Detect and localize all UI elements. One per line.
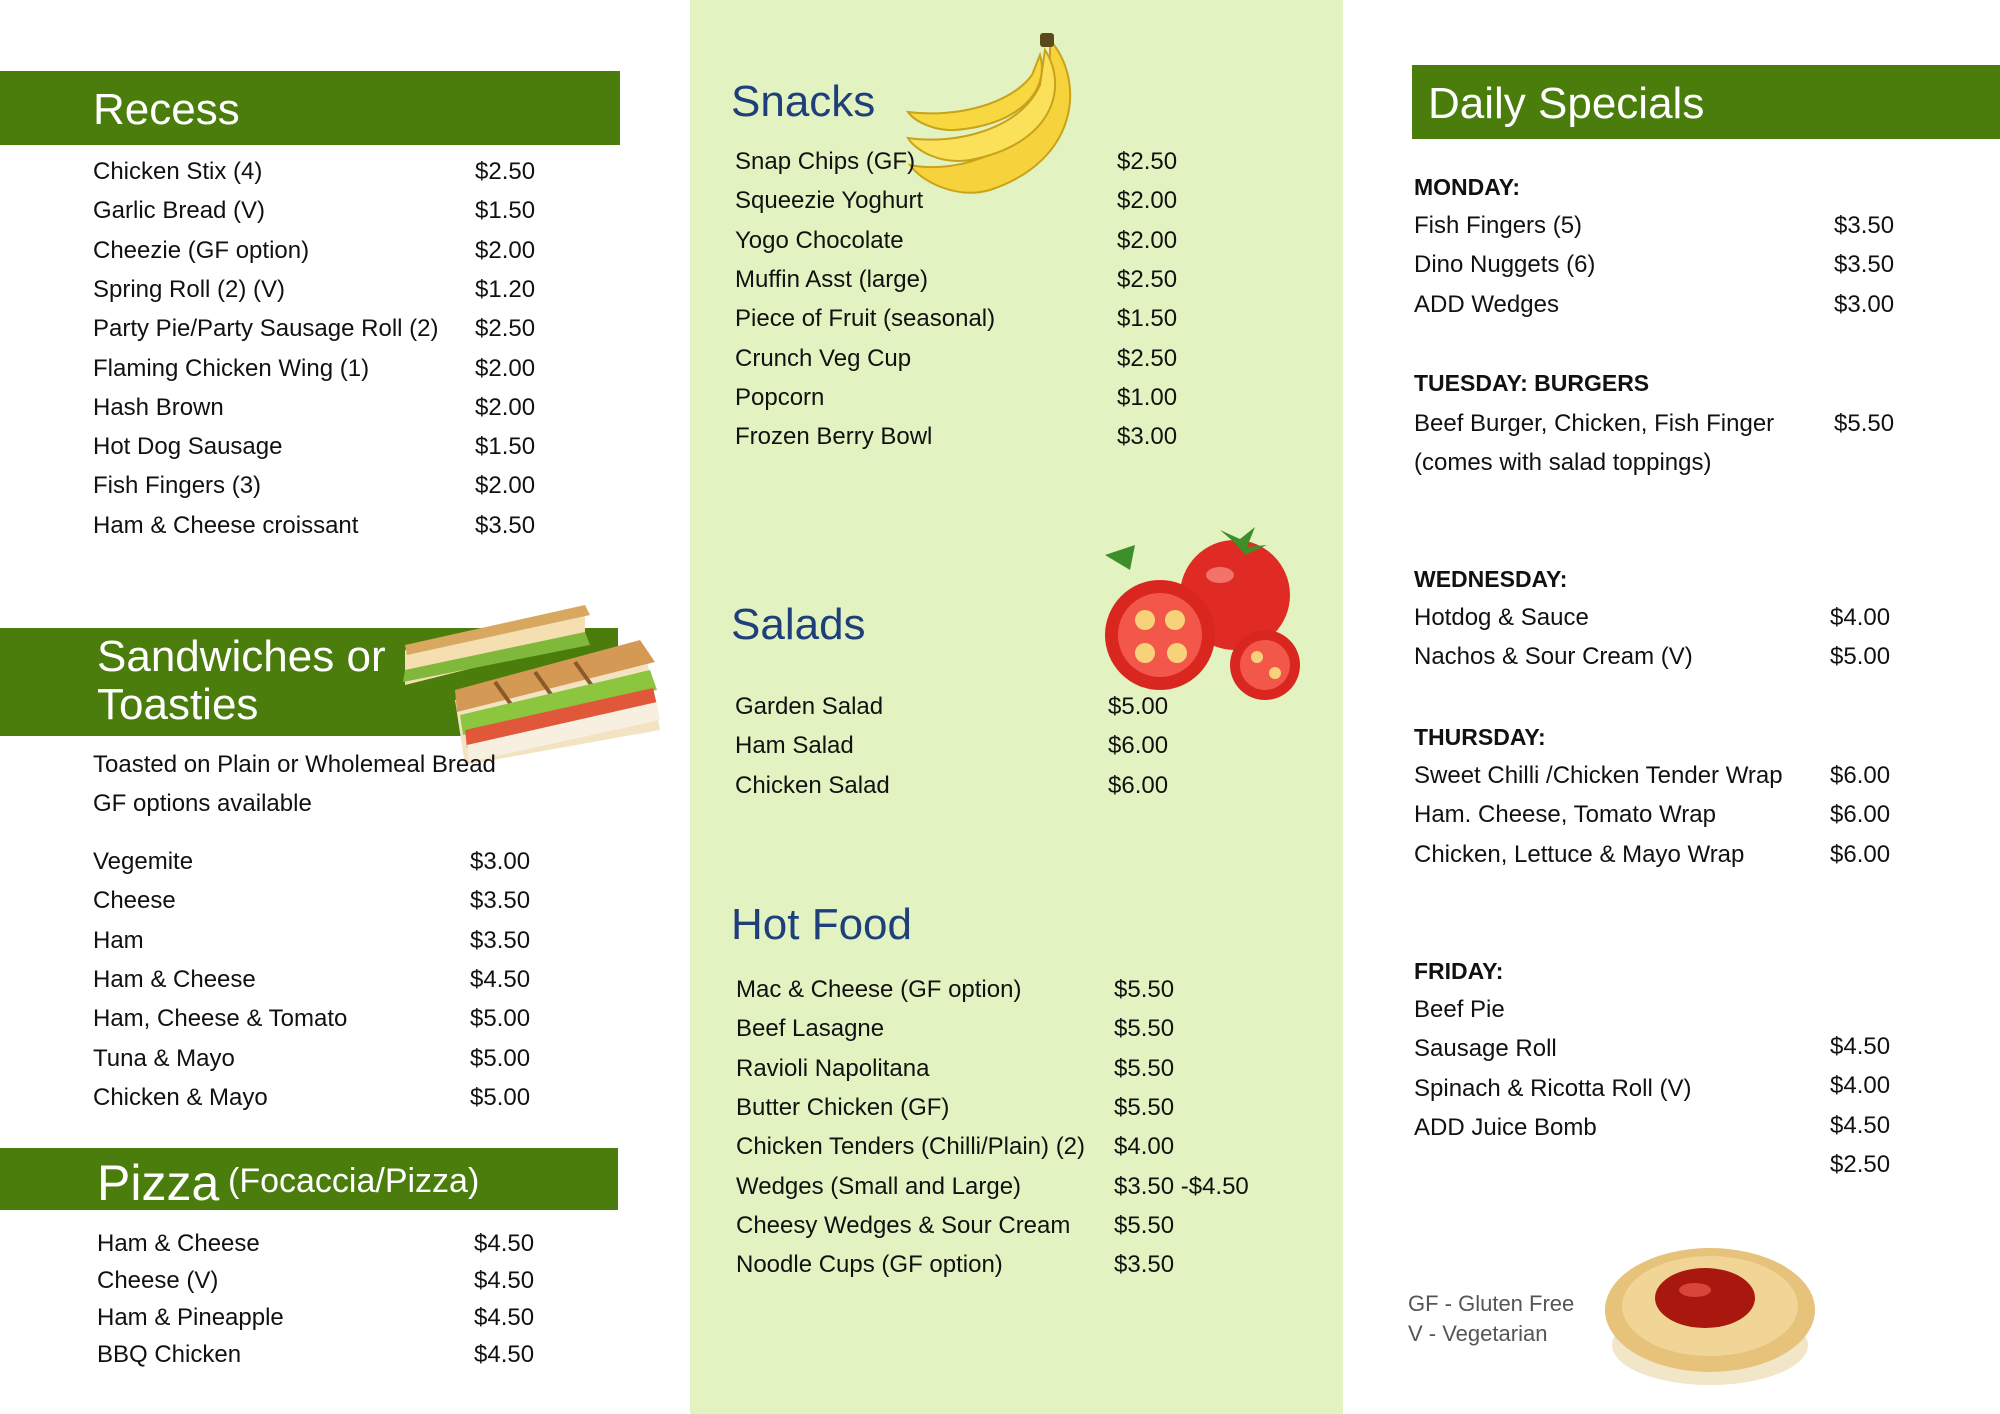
recess-item-price: $2.00 xyxy=(475,472,536,500)
hot-food-item-name: Butter Chicken (GF) xyxy=(736,1093,950,1121)
tuesday-label: TUESDAY: BURGERS xyxy=(1414,370,1650,396)
tuesday-price: $5.50 xyxy=(1834,410,1895,437)
monday-label: MONDAY: xyxy=(1414,174,1521,200)
recess-item-price: $1.20 xyxy=(475,275,536,303)
friday-item-name: ADD Juice Bomb xyxy=(1414,1113,1597,1141)
sandwiches-note1: Toasted on Plain or Wholemeal Bread xyxy=(93,751,496,778)
wednesday-label: WEDNESDAY: xyxy=(1414,566,1568,592)
recess-item-price: $2.00 xyxy=(475,354,536,382)
sandwich-item-price: $5.00 xyxy=(470,1083,531,1111)
pizza-title: Pizza xyxy=(97,1155,220,1211)
specials-title: Daily Specials xyxy=(1428,79,1705,128)
friday-item-name: Beef Pie xyxy=(1414,996,1505,1023)
recess-item-price: $1.50 xyxy=(475,433,536,461)
salads-heading: Salads xyxy=(731,600,866,649)
recess-item-name: Hash Brown xyxy=(93,393,224,421)
hot-food-item-price: $4.00 xyxy=(1114,1133,1175,1161)
salads-item-price: $6.00 xyxy=(1108,732,1169,760)
sandwich-item-price: $5.00 xyxy=(470,1005,531,1033)
monday-item-price: $3.50 xyxy=(1834,212,1895,239)
thursday-label: THURSDAY: xyxy=(1414,724,1546,750)
specials-banner xyxy=(1412,65,2000,139)
hot-food-heading: Hot Food xyxy=(731,900,912,949)
sandwich-item-name: Ham & Cheese xyxy=(93,965,256,993)
wednesday-item-price: $5.00 xyxy=(1830,643,1891,671)
pizza-item-name: Ham & Pineapple xyxy=(97,1304,284,1331)
recess-item-price: $3.50 xyxy=(475,511,536,539)
hot-food-item-price: $3.50 -$4.50 xyxy=(1114,1172,1249,1200)
pizza-item-name: Cheese (V) xyxy=(97,1267,219,1294)
recess-title: Recess xyxy=(93,85,240,134)
snacks-item-price: $1.50 xyxy=(1117,305,1178,333)
snacks-item-price: $2.00 xyxy=(1117,187,1178,215)
recess-item-name: Spring Roll (2) (V) xyxy=(93,275,286,303)
snacks-item-name: Popcorn xyxy=(735,383,825,411)
recess-banner xyxy=(0,71,620,145)
hot-food-item-name: Beef Lasagne xyxy=(736,1015,885,1043)
recess-item-name: Party Pie/Party Sausage Roll (2) xyxy=(93,315,439,343)
sandwich-item-price: $4.50 xyxy=(470,965,531,993)
snacks-item-name: Squeezie Yoghurt xyxy=(735,187,924,215)
recess-item-price: $2.00 xyxy=(475,236,536,264)
hot-food-item-price: $5.50 xyxy=(1114,1054,1175,1082)
pie-illustration xyxy=(1595,1240,1825,1390)
snacks-item-name: Snap Chips (GF) xyxy=(735,148,916,175)
friday-item-name: Sausage Roll xyxy=(1414,1035,1557,1063)
recess-item-name: Hot Dog Sausage xyxy=(93,433,283,461)
snacks-item-price: $2.50 xyxy=(1117,265,1178,293)
hot-food-item-name: Mac & Cheese (GF option) xyxy=(736,976,1022,1003)
pizza-item-name: BBQ Chicken xyxy=(97,1341,242,1368)
snacks-item-price: $2.50 xyxy=(1117,148,1178,175)
friday-item-price: $2.50 xyxy=(1830,1150,1891,1178)
snacks-item-name: Piece of Fruit (seasonal) xyxy=(735,305,996,333)
sandwich-item-price: $3.50 xyxy=(470,887,531,915)
hot-food-item-name: Wedges (Small and Large) xyxy=(736,1172,1022,1200)
monday-item-name: Dino Nuggets (6) xyxy=(1414,251,1596,279)
hot-food-item-price: $5.50 xyxy=(1114,1093,1175,1121)
pizza-item-price: $4.50 xyxy=(474,1341,535,1368)
sandwiches-note2: GF options available xyxy=(93,790,312,817)
wednesday-item-name: Hotdog & Sauce xyxy=(1414,604,1589,631)
wednesday-item-price: $4.00 xyxy=(1830,604,1891,631)
salads-item-name: Ham Salad xyxy=(735,732,854,760)
salads-item-name: Chicken Salad xyxy=(735,771,890,799)
salads-item-name: Garden Salad xyxy=(735,693,884,720)
hot-food-item-name: Cheesy Wedges & Sour Cream xyxy=(736,1211,1071,1239)
snacks-item-name: Frozen Berry Bowl xyxy=(735,423,933,451)
snacks-item-name: Muffin Asst (large) xyxy=(735,265,928,293)
thursday-item-price: $6.00 xyxy=(1830,762,1891,789)
friday-item-price: $4.50 xyxy=(1830,1033,1891,1060)
recess-item-name: Cheezie (GF option) xyxy=(93,236,310,264)
thursday-item-name: Chicken, Lettuce & Mayo Wrap xyxy=(1414,840,1745,868)
friday-item-price: $4.50 xyxy=(1830,1111,1891,1139)
hot-food-item-price: $5.50 xyxy=(1114,1015,1175,1043)
tomato-illustration xyxy=(1095,525,1315,705)
snacks-item-name: Yogo Chocolate xyxy=(735,226,904,254)
pizza-item-price: $4.50 xyxy=(474,1267,535,1294)
monday-item-name: Fish Fingers (5) xyxy=(1414,212,1583,239)
sandwich-item-name: Chicken & Mayo xyxy=(93,1083,268,1111)
pizza-item-price: $4.50 xyxy=(474,1230,535,1257)
recess-item-price: $2.50 xyxy=(475,158,536,185)
thursday-item-name: Ham. Cheese, Tomato Wrap xyxy=(1414,801,1716,829)
pizza-subtitle: (Focaccia/Pizza) xyxy=(228,1162,480,1200)
pizza-banner xyxy=(0,1148,618,1210)
snacks-item-price: $2.50 xyxy=(1117,344,1178,372)
sandwiches-title-line2: Toasties xyxy=(97,680,259,729)
wednesday-item-name: Nachos & Sour Cream (V) xyxy=(1414,643,1693,671)
thursday-item-price: $6.00 xyxy=(1830,840,1891,868)
monday-item-price: $3.00 xyxy=(1834,290,1895,318)
banana-illustration xyxy=(900,30,1100,200)
recess-item-price: $1.50 xyxy=(475,197,536,225)
sandwich-item-price: $3.50 xyxy=(470,926,531,954)
snacks-item-price: $3.00 xyxy=(1117,423,1178,451)
pizza-item-name: Ham & Cheese xyxy=(97,1230,260,1257)
sandwich-item-name: Tuna & Mayo xyxy=(93,1044,235,1072)
tuesday-line1: Beef Burger, Chicken, Fish Finger xyxy=(1414,410,1775,437)
snacks-item-name: Crunch Veg Cup xyxy=(735,344,912,372)
sandwich-item-name: Ham, Cheese & Tomato xyxy=(93,1005,348,1033)
friday-label: FRIDAY: xyxy=(1414,958,1504,984)
salads-item-price: $6.00 xyxy=(1108,771,1169,799)
thursday-item-price: $6.00 xyxy=(1830,801,1891,829)
hot-food-item-price: $5.50 xyxy=(1114,1211,1175,1239)
monday-item-name: ADD Wedges xyxy=(1414,290,1559,318)
thursday-item-name: Sweet Chilli /Chicken Tender Wrap xyxy=(1414,762,1783,789)
hot-food-item-name: Chicken Tenders (Chilli/Plain) (2) xyxy=(736,1133,1086,1161)
hot-food-item-price: $3.50 xyxy=(1114,1251,1175,1279)
pizza-item-price: $4.50 xyxy=(474,1304,535,1331)
hot-food-item-name: Noodle Cups (GF option) xyxy=(736,1251,1003,1279)
sandwich-item-name: Cheese xyxy=(93,887,176,915)
sandwich-item-name: Ham xyxy=(93,926,144,954)
sandwich-item-price: $5.00 xyxy=(470,1044,531,1072)
sandwiches-title-line1: Sandwiches or xyxy=(97,632,386,681)
recess-item-name: Chicken Stix (4) xyxy=(93,158,263,185)
legend-v: V - Vegetarian xyxy=(1408,1321,1548,1346)
legend-gf: GF - Gluten Free xyxy=(1408,1291,1575,1316)
recess-item-price: $2.50 xyxy=(475,315,536,343)
sandwich-item-price: $3.00 xyxy=(470,848,531,875)
monday-item-price: $3.50 xyxy=(1834,251,1895,279)
recess-item-name: Flaming Chicken Wing (1) xyxy=(93,354,370,382)
salads-item-price: $5.00 xyxy=(1108,693,1169,720)
tuesday-line2: (comes with salad toppings) xyxy=(1414,449,1712,476)
sandwich-item-name: Vegemite xyxy=(93,848,194,875)
recess-item-name: Ham & Cheese croissant xyxy=(93,511,359,539)
recess-item-name: Garlic Bread (V) xyxy=(93,197,266,225)
snacks-heading: Snacks xyxy=(731,77,876,126)
snacks-item-price: $1.00 xyxy=(1117,383,1178,411)
hot-food-item-price: $5.50 xyxy=(1114,976,1175,1003)
recess-item-price: $2.00 xyxy=(475,393,536,421)
friday-item-name: Spinach & Ricotta Roll (V) xyxy=(1414,1074,1692,1102)
hot-food-item-name: Ravioli Napolitana xyxy=(736,1054,930,1082)
friday-item-price: $4.00 xyxy=(1830,1072,1891,1100)
snacks-item-price: $2.00 xyxy=(1117,226,1178,254)
recess-item-name: Fish Fingers (3) xyxy=(93,472,262,500)
